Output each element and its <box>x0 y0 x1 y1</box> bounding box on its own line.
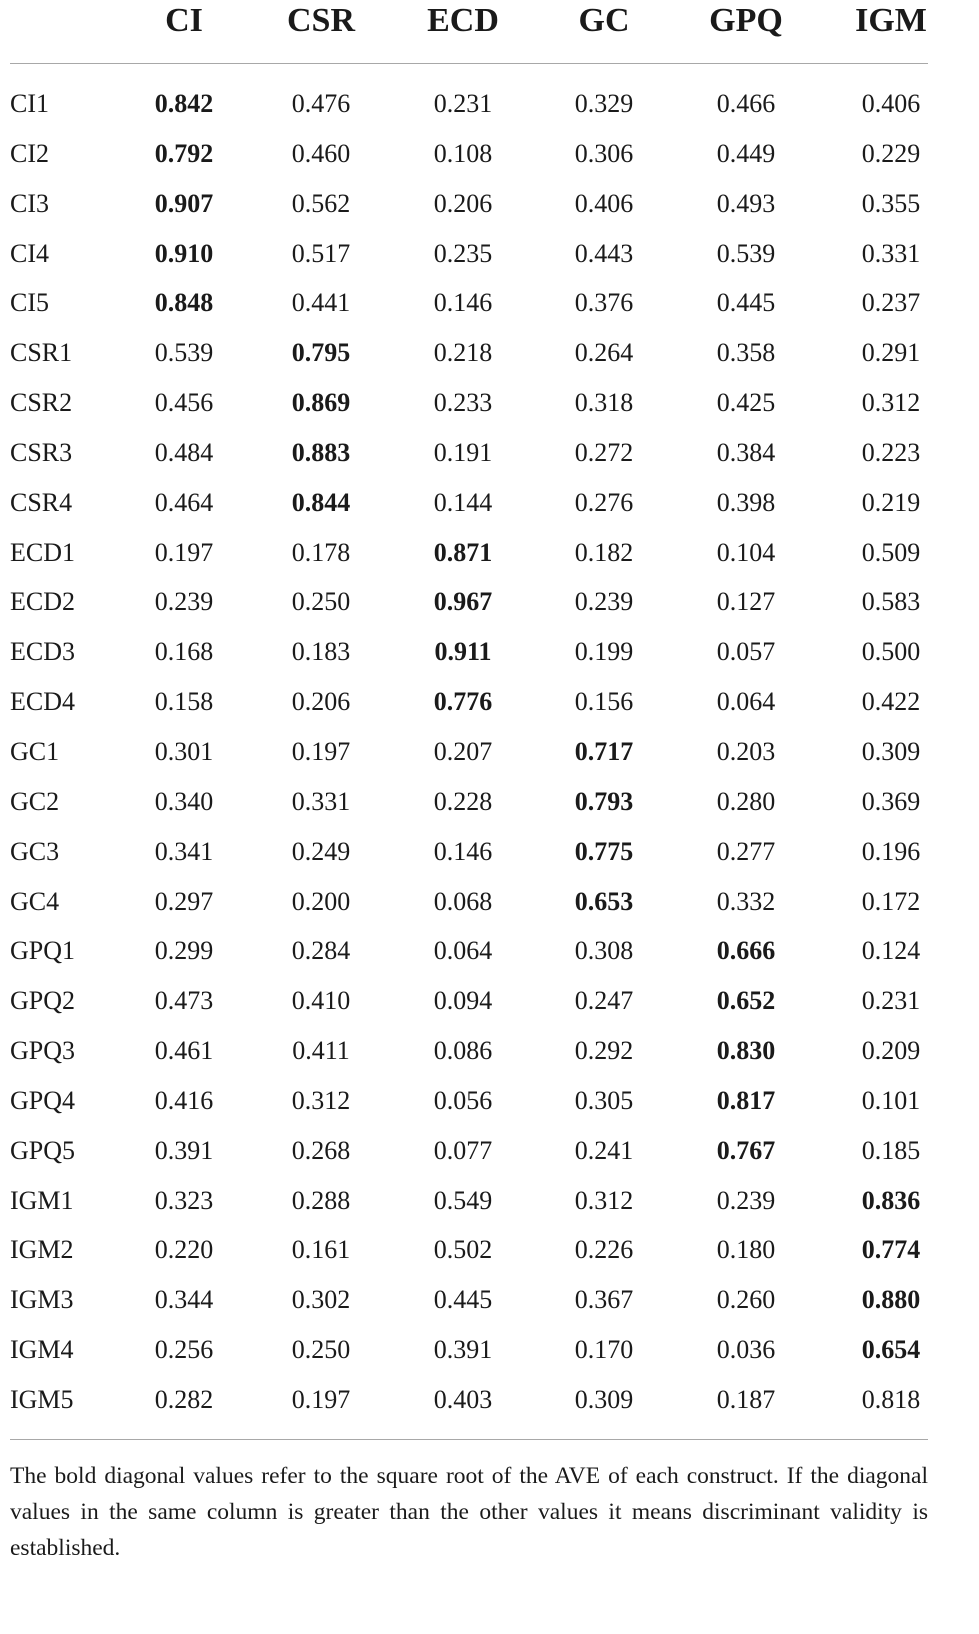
table-cell: 0.653 <box>574 886 634 916</box>
table-cell: 0.464 <box>154 487 214 517</box>
table-cell: 0.219 <box>861 487 921 517</box>
table-cell: 0.445 <box>716 288 776 318</box>
row-label: CSR4 <box>10 487 73 517</box>
table-cell: 0.268 <box>291 1135 351 1165</box>
table-row <box>10 729 928 779</box>
table-cell: 0.239 <box>716 1185 776 1215</box>
table-cell: 0.200 <box>291 886 351 916</box>
table-row <box>10 530 928 580</box>
table-cell: 0.170 <box>574 1335 634 1365</box>
table-row <box>10 1078 928 1128</box>
table-cell: 0.403 <box>433 1384 493 1414</box>
table-body <box>10 81 928 1427</box>
table-cell: 0.203 <box>716 736 776 766</box>
table-cell: 0.376 <box>574 288 634 318</box>
table-cell: 0.818 <box>861 1384 921 1414</box>
row-label: GPQ1 <box>10 936 76 966</box>
row-label: CI3 <box>10 188 49 218</box>
table-cell: 0.272 <box>574 437 634 467</box>
table-row <box>10 181 928 231</box>
table-cell: 0.199 <box>574 637 634 667</box>
table-cell: 0.178 <box>291 537 351 567</box>
row-label: ECD3 <box>10 637 75 667</box>
table-cell: 0.280 <box>716 786 776 816</box>
table-cell: 0.291 <box>861 338 921 368</box>
table-cell: 0.445 <box>433 1285 493 1315</box>
table-cell: 0.880 <box>861 1285 921 1315</box>
table-cell: 0.323 <box>154 1185 214 1215</box>
table-cell: 0.539 <box>154 338 214 368</box>
table-cell: 0.654 <box>861 1335 921 1365</box>
row-label: GPQ3 <box>10 1036 76 1066</box>
table-cell: 0.774 <box>861 1235 921 1265</box>
table-cell: 0.064 <box>716 687 776 717</box>
table-cell: 0.416 <box>154 1085 214 1115</box>
table-cell: 0.064 <box>433 936 493 966</box>
table-cell: 0.460 <box>291 138 351 168</box>
table-row <box>10 1377 928 1427</box>
table-cell: 0.191 <box>433 437 493 467</box>
table-cell: 0.241 <box>574 1135 634 1165</box>
table-cell: 0.206 <box>291 687 351 717</box>
table-cell: 0.652 <box>716 986 776 1016</box>
table-cell: 0.341 <box>154 836 214 866</box>
table-cell: 0.187 <box>716 1384 776 1414</box>
table-cell: 0.056 <box>433 1085 493 1115</box>
column-header: GPQ <box>709 2 783 39</box>
table-cell: 0.562 <box>291 188 351 218</box>
table-cell: 0.331 <box>861 238 921 268</box>
table-row <box>10 430 928 480</box>
table-cell: 0.226 <box>574 1235 634 1265</box>
table-row <box>10 1277 928 1327</box>
row-label: CI2 <box>10 138 49 168</box>
table-cell: 0.456 <box>154 388 214 418</box>
table-cell: 0.441 <box>291 288 351 318</box>
table-cell: 0.197 <box>154 537 214 567</box>
table-row <box>10 679 928 729</box>
table-cell: 0.284 <box>291 936 351 966</box>
table-cell: 0.144 <box>433 487 493 517</box>
table-row <box>10 1227 928 1277</box>
table-cell: 0.250 <box>291 587 351 617</box>
table-cell: 0.146 <box>433 836 493 866</box>
table-cell: 0.209 <box>861 1036 921 1066</box>
table-row <box>10 1128 928 1178</box>
row-label: GPQ4 <box>10 1085 76 1115</box>
table-cell: 0.185 <box>861 1135 921 1165</box>
table-cell: 0.309 <box>861 736 921 766</box>
table-cell: 0.068 <box>433 886 493 916</box>
table-footnote: The bold diagonal values refer to the square root of the AVE of each construct. If the diagonal values in the same column is greater than the other values it means discriminant validity is established. <box>10 1463 928 1561</box>
table-cell: 0.247 <box>574 986 634 1016</box>
table-cell: 0.036 <box>716 1335 776 1365</box>
table-cell: 0.312 <box>574 1185 634 1215</box>
table-row <box>10 131 928 181</box>
table-cell: 0.158 <box>154 687 214 717</box>
table-cell: 0.842 <box>154 89 214 118</box>
row-label: ECD1 <box>10 537 75 567</box>
table-cell: 0.239 <box>574 587 634 617</box>
table-cell: 0.910 <box>154 238 214 268</box>
table-cell: 0.239 <box>154 587 214 617</box>
table-cell: 0.775 <box>574 836 634 866</box>
table-cell: 0.836 <box>861 1185 921 1215</box>
table-cell: 0.583 <box>861 587 921 617</box>
table-cell: 0.197 <box>291 736 351 766</box>
table-cell: 0.398 <box>716 487 776 517</box>
table-cell: 0.466 <box>716 89 776 118</box>
table-cell: 0.104 <box>716 537 776 567</box>
row-label: CSR2 <box>10 388 73 418</box>
table-cell: 0.299 <box>154 936 214 966</box>
row-label: GPQ5 <box>10 1135 76 1165</box>
table-cell: 0.422 <box>861 687 921 717</box>
table-cell: 0.967 <box>433 587 493 617</box>
table-cell: 0.305 <box>574 1085 634 1115</box>
table-cell: 0.848 <box>154 288 214 318</box>
table-cell: 0.207 <box>433 736 493 766</box>
table-cell: 0.231 <box>433 89 493 118</box>
table-cell: 0.309 <box>574 1384 634 1414</box>
table-cell: 0.277 <box>716 836 776 866</box>
table-cell: 0.911 <box>434 637 492 667</box>
table-cell: 0.168 <box>154 637 214 667</box>
table-cell: 0.282 <box>154 1384 214 1414</box>
table-cell: 0.288 <box>291 1185 351 1215</box>
table-cell: 0.172 <box>861 886 921 916</box>
table-cell: 0.183 <box>291 637 351 667</box>
row-label: GPQ2 <box>10 986 76 1016</box>
table-cell: 0.301 <box>154 736 214 766</box>
table-cell: 0.411 <box>292 1036 350 1066</box>
table-cell: 0.223 <box>861 437 921 467</box>
table-cell: 0.197 <box>291 1384 351 1414</box>
table-cell: 0.094 <box>433 986 493 1016</box>
table-row <box>10 280 928 330</box>
table-row <box>10 231 928 281</box>
table-cell: 0.869 <box>291 388 351 418</box>
row-label: GC4 <box>10 886 60 916</box>
row-label: GC3 <box>10 836 60 866</box>
table-cell: 0.312 <box>861 388 921 418</box>
table-cell: 0.539 <box>716 238 776 268</box>
table-cell: 0.260 <box>716 1285 776 1315</box>
row-label: ECD4 <box>10 687 75 717</box>
row-label: CI1 <box>10 89 49 118</box>
table-cell: 0.391 <box>154 1135 214 1165</box>
table-cell: 0.124 <box>861 936 921 966</box>
table-cell: 0.312 <box>291 1085 351 1115</box>
table-cell: 0.256 <box>154 1335 214 1365</box>
table-cell: 0.231 <box>861 986 921 1016</box>
table-row <box>10 81 928 131</box>
table-cell: 0.484 <box>154 437 214 467</box>
table-row <box>10 1178 928 1228</box>
column-header: CSR <box>286 2 356 39</box>
table-header <box>10 0 928 64</box>
table-cell: 0.461 <box>154 1036 214 1066</box>
table-cell: 0.127 <box>716 587 776 617</box>
column-header: ECD <box>427 2 499 39</box>
table-cell: 0.308 <box>574 936 634 966</box>
table-cell: 0.410 <box>291 986 351 1016</box>
table-cell: 0.776 <box>433 687 493 717</box>
footer-divider <box>10 1439 928 1440</box>
table-cell: 0.549 <box>433 1185 493 1215</box>
table-cell: 0.180 <box>716 1235 776 1265</box>
table-cell: 0.473 <box>154 986 214 1016</box>
table-cell: 0.795 <box>291 338 351 368</box>
table-cell: 0.220 <box>154 1235 214 1265</box>
table-cell: 0.264 <box>574 338 634 368</box>
table-cell: 0.233 <box>433 388 493 418</box>
table-row <box>10 480 928 530</box>
table-cell: 0.502 <box>433 1235 493 1265</box>
table-cell: 0.384 <box>716 437 776 467</box>
row-label: IGM2 <box>10 1235 74 1265</box>
table-cell: 0.500 <box>861 637 921 667</box>
table-cell: 0.249 <box>291 836 351 866</box>
table-cell: 0.830 <box>716 1036 776 1066</box>
row-label: GC1 <box>10 736 60 766</box>
table-cell: 0.196 <box>861 836 921 866</box>
table-row <box>10 330 928 380</box>
table-cell: 0.367 <box>574 1285 634 1315</box>
table-cell: 0.086 <box>433 1036 493 1066</box>
table-cell: 0.329 <box>574 89 634 118</box>
table-row <box>10 928 928 978</box>
row-label: IGM1 <box>10 1185 74 1215</box>
table-row <box>10 1028 928 1078</box>
table-cell: 0.276 <box>574 487 634 517</box>
table-cell: 0.108 <box>433 138 493 168</box>
table-cell: 0.443 <box>574 238 634 268</box>
table-cell: 0.817 <box>716 1085 776 1115</box>
table-cell: 0.883 <box>291 437 351 467</box>
table-cell: 0.391 <box>433 1335 493 1365</box>
row-label: ECD2 <box>10 587 75 617</box>
column-header: GC <box>578 2 630 39</box>
table-cell: 0.871 <box>433 537 493 567</box>
table-cell: 0.229 <box>861 138 921 168</box>
table-cell: 0.767 <box>716 1135 776 1165</box>
table-cell: 0.146 <box>433 288 493 318</box>
table-cell: 0.332 <box>716 886 776 916</box>
row-label: IGM4 <box>10 1335 74 1365</box>
table-cell: 0.792 <box>154 138 214 168</box>
row-label: CSR1 <box>10 338 73 368</box>
table-cell: 0.844 <box>291 487 351 517</box>
column-header: CI <box>165 2 203 39</box>
table-cell: 0.717 <box>574 736 634 766</box>
row-label: CI4 <box>10 238 49 268</box>
table-cell: 0.302 <box>291 1285 351 1315</box>
table-cell: 0.250 <box>291 1335 351 1365</box>
table-row <box>10 579 928 629</box>
header-divider <box>10 63 928 64</box>
table-cell: 0.476 <box>291 89 351 118</box>
table-cell: 0.235 <box>433 238 493 268</box>
table-cell: 0.355 <box>861 188 921 218</box>
table-row <box>10 879 928 929</box>
row-label: IGM3 <box>10 1285 74 1315</box>
table-cell: 0.077 <box>433 1135 493 1165</box>
table-cell: 0.425 <box>716 388 776 418</box>
table-row <box>10 978 928 1028</box>
row-label: CI5 <box>10 288 49 318</box>
row-label: IGM5 <box>10 1384 74 1414</box>
table-cell: 0.406 <box>574 188 634 218</box>
row-label: GC2 <box>10 786 60 816</box>
table-cell: 0.218 <box>433 338 493 368</box>
table-cell: 0.206 <box>433 188 493 218</box>
table-row <box>10 1327 928 1377</box>
table-cell: 0.156 <box>574 687 634 717</box>
column-header: IGM <box>855 2 927 39</box>
table-cell: 0.344 <box>154 1285 214 1315</box>
table-cell: 0.509 <box>861 537 921 567</box>
table-row <box>10 779 928 829</box>
table-cell: 0.907 <box>154 188 214 218</box>
table-cell: 0.358 <box>716 338 776 368</box>
table-cell: 0.369 <box>861 786 921 816</box>
table-row <box>10 829 928 879</box>
table-cell: 0.237 <box>861 288 921 318</box>
table-cell: 0.292 <box>574 1036 634 1066</box>
table-cell: 0.182 <box>574 537 634 567</box>
table-cell: 0.161 <box>291 1235 351 1265</box>
table-row <box>10 629 928 679</box>
table-row <box>10 380 928 430</box>
table-cell: 0.449 <box>716 138 776 168</box>
table-cell: 0.666 <box>716 936 776 966</box>
table-cell: 0.517 <box>291 238 351 268</box>
table-cell: 0.101 <box>861 1085 921 1115</box>
table-cell: 0.340 <box>154 786 214 816</box>
table-cell: 0.057 <box>716 637 776 667</box>
table-cell: 0.406 <box>861 89 921 118</box>
table-cell: 0.331 <box>291 786 351 816</box>
table-cell: 0.493 <box>716 188 776 218</box>
table-cell: 0.306 <box>574 138 634 168</box>
row-label: CSR3 <box>10 437 73 467</box>
table-cell: 0.793 <box>574 786 634 816</box>
table-cell: 0.228 <box>433 786 493 816</box>
table-cell: 0.318 <box>574 388 634 418</box>
table-cell: 0.297 <box>154 886 214 916</box>
